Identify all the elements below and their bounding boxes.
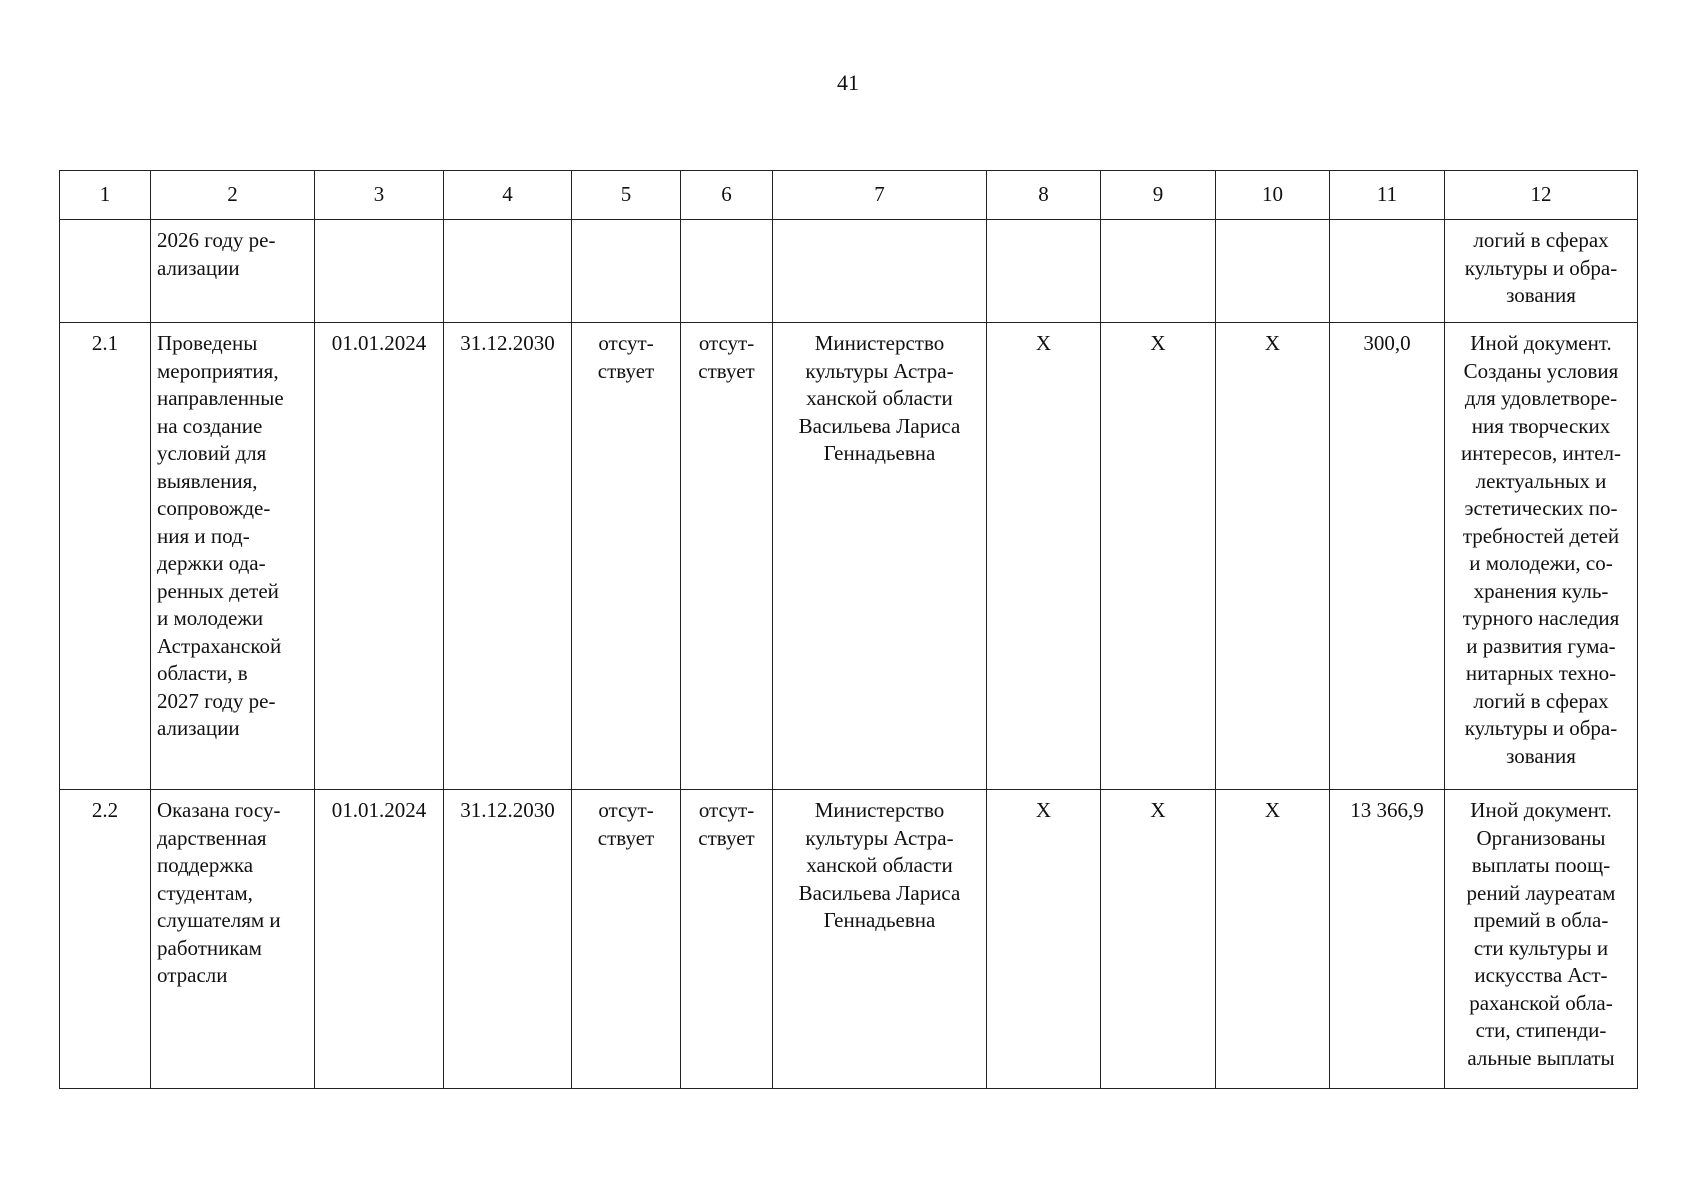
end-date [444, 220, 572, 323]
row-number: 2.2 [60, 790, 151, 1089]
column-number-8: 8 [987, 171, 1101, 220]
column-number-2: 2 [151, 171, 315, 220]
column-8-value: Х [987, 323, 1101, 790]
column-number-7: 7 [773, 171, 987, 220]
table-row [60, 220, 1638, 323]
start-date [315, 220, 444, 323]
page-number: 41 [837, 70, 859, 95]
column-9-value: Х [1101, 790, 1216, 1089]
column-number-3: 3 [315, 171, 444, 220]
row-number: 2.1 [60, 323, 151, 790]
column-8-value [987, 220, 1101, 323]
column-6-value: отсут- ствует [681, 323, 773, 790]
result-description: Иной документ. Созданы условия для удовлетворе- ния творческих интересов, интел- лектуальных и эстетических по- требностей детей и молодежи, со- хранения куль- турного наследия и развития гума- нитарных техно- логий в сферах культуры и обра- зования [1445, 323, 1638, 790]
row-number [60, 220, 151, 323]
financing-amount: 13 366,9 [1330, 790, 1445, 1089]
column-number-11: 11 [1330, 171, 1445, 220]
column-number-4: 4 [444, 171, 572, 220]
table-row [60, 323, 1638, 790]
column-10-value [1216, 220, 1330, 323]
column-5-value: отсут- ствует [572, 790, 681, 1089]
responsible-executor: Министерство культуры Астра- ханской области Васильева Лариса Геннадьевна [773, 323, 987, 790]
responsible-executor [773, 220, 987, 323]
column-number-10: 10 [1216, 171, 1330, 220]
event-description: Оказана госу- дарственная поддержка студентам, слушателям и работникам отрасли [151, 790, 315, 1089]
column-5-value: отсут- ствует [572, 323, 681, 790]
column-number-row [60, 171, 1638, 220]
column-9-value [1101, 220, 1216, 323]
financing-amount [1330, 220, 1445, 323]
end-date: 31.12.2030 [444, 790, 572, 1089]
result-description: Иной документ. Организованы выплаты поощ- рений лауреатам премий в обла- сти культуры и искусства Аст- раханской обла- сти, стипенди- альные выплаты [1445, 790, 1638, 1089]
event-description: Проведены мероприятия, направленные на создание условий для выявления, сопровожде- ния и под- держки ода- ренных детей и молодежи Астраханской области, в 2027 году ре- ализации [151, 323, 315, 790]
column-number-1: 1 [60, 171, 151, 220]
column-9-value: Х [1101, 323, 1216, 790]
column-6-value [681, 220, 773, 323]
column-8-value: Х [987, 790, 1101, 1089]
column-number-9: 9 [1101, 171, 1216, 220]
column-number-5: 5 [572, 171, 681, 220]
event-description: 2026 году ре- ализации [151, 220, 315, 323]
column-10-value: Х [1216, 790, 1330, 1089]
result-description: логий в сферах культуры и обра- зования [1445, 220, 1638, 323]
table-row [60, 790, 1638, 1089]
start-date: 01.01.2024 [315, 323, 444, 790]
plan-table [59, 170, 1638, 1089]
column-6-value: отсут- ствует [681, 790, 773, 1089]
responsible-executor: Министерство культуры Астра- ханской области Васильева Лариса Геннадьевна [773, 790, 987, 1089]
financing-amount: 300,0 [1330, 323, 1445, 790]
start-date: 01.01.2024 [315, 790, 444, 1089]
column-number-6: 6 [681, 171, 773, 220]
end-date: 31.12.2030 [444, 323, 572, 790]
column-10-value: Х [1216, 323, 1330, 790]
column-5-value [572, 220, 681, 323]
column-number-12: 12 [1445, 171, 1638, 220]
